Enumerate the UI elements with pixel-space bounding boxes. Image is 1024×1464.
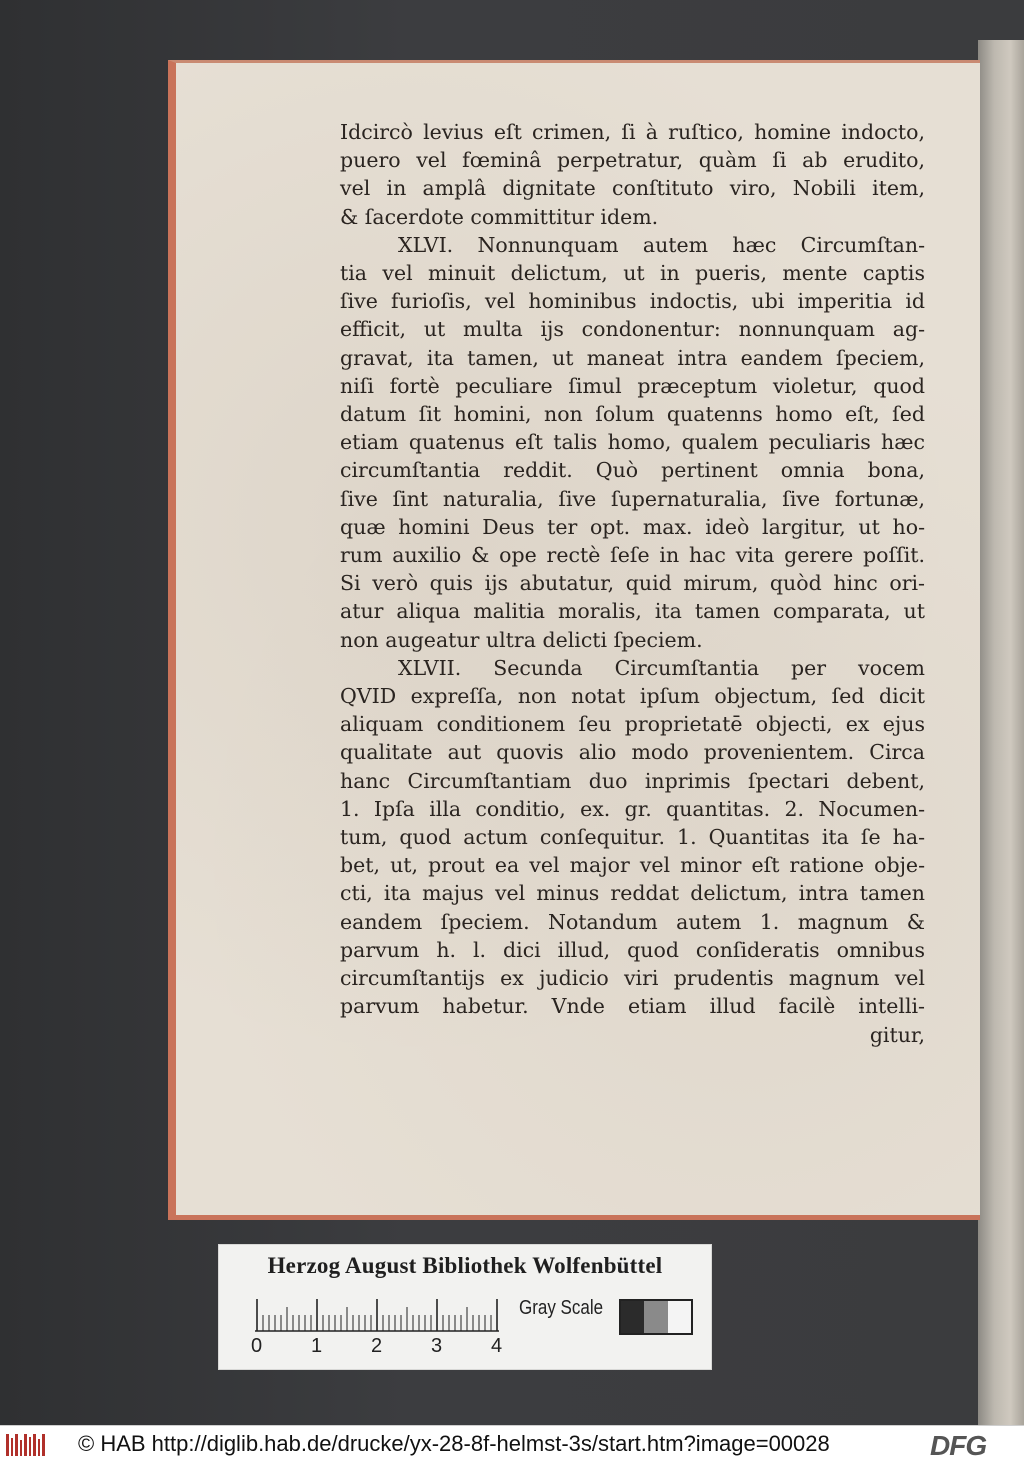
gray-scale-patches — [619, 1299, 693, 1335]
text-line: Idcircò levius eſt crimen, ſi à ruſtico, homine indocto, — [340, 120, 925, 144]
text-line: bet, ut, prout ea vel major vel minor eſt ratione obje- — [340, 853, 925, 878]
text-line: datum ſit homini, non ſolum quatenns homo eſt, ſed — [340, 402, 925, 427]
text-line: qualitate aut quovis alio modo provenientem. Circa — [340, 740, 925, 765]
gray-scale-label: Gray Scale — [519, 1297, 604, 1319]
text-line: rum auxilio & ope rectè ſeſe in hac vita gerere poſſit. — [340, 543, 925, 568]
text-line: circumſtantijs ex judicio viri prudentis magnum vel — [340, 966, 925, 991]
text-line: cti, ita majus vel minus reddat delictum, intra tamen — [340, 881, 925, 906]
ruler-number: 2 — [371, 1335, 383, 1357]
text-line: parvum h. l. dici illud, quod conſideratis omnibus — [340, 937, 925, 962]
gray-patch — [644, 1301, 667, 1333]
text-line: niſi fortè peculiare ſimul præceptum violetur, quod — [340, 373, 925, 398]
text-line: & ſacerdote committitur idem. — [340, 204, 659, 229]
copyright-url-text: © HAB http://diglib.hab.de/drucke/yx-28-8f-helmst-3s/start.htm?image=00028 — [78, 1431, 830, 1456]
text-line: tum, quod actum conſequitur. 1. Quantitas ita ſe ha- — [340, 825, 925, 850]
page-text-block — [340, 118, 925, 1049]
text-line: efficit, ut multa ijs condonentur: nonnunquam ag- — [340, 317, 925, 342]
ruler-number: 3 — [431, 1335, 443, 1357]
text-line: gravat, ita tamen, ut maneat intra eandem ſpeciem, — [340, 345, 925, 370]
adjacent-page-edge — [978, 40, 1024, 1425]
text-line: Si verò quis ijs abutatur, quid mirum, quòd hinc ori- — [340, 571, 925, 596]
text-line: quæ homini Deus ter opt. max. ideò largitur, ut ho- — [340, 514, 925, 539]
ruler-number: 0 — [251, 1335, 263, 1357]
measurement-ruler — [255, 1297, 499, 1333]
dfg-logo: DFG — [930, 1430, 987, 1461]
ruler-number: 4 — [491, 1335, 503, 1357]
text-line: XLVII. Secunda Circumſtantia per vocem — [398, 655, 925, 680]
text-line: atur aliqua malitia moralis, ita tamen comparata, ut — [340, 599, 925, 624]
text-line: hanc Circumſtantiam duo inprimis ſpectari debent, — [340, 768, 925, 793]
text-line: vel in amplâ dignitate conſtituto viro, Nobili item, — [340, 176, 925, 201]
catchword: gitur, — [869, 1022, 925, 1047]
text-line: tia vel minuit delictum, ut in pueris, mente captis — [340, 261, 925, 286]
text-line: aliquam conditionem ſeu proprietatē objecti, ex ejus — [340, 712, 925, 737]
color-reference-card — [218, 1244, 712, 1370]
gray-patch — [621, 1301, 644, 1333]
hab-barcode-logo-icon — [6, 1432, 46, 1458]
ruler-numbers — [249, 1335, 509, 1361]
text-line: etiam quatenus eſt talis homo, qualem peculiaris hæc — [340, 430, 925, 455]
viewer-footer — [0, 1425, 1024, 1464]
text-line: ſive furioſis, vel hominibus indoctis, ubi imperitia id — [340, 289, 925, 314]
text-line: QVID expreſſa, non notat ipſum objectum, ſed dicit — [340, 684, 925, 709]
text-line: circumſtantia reddit. Quò pertinent omnia bona, — [340, 458, 925, 483]
text-line: puero vel fœminâ perpetratur, quàm ſi ab erudito, — [340, 148, 925, 173]
text-line: XLVI. Nonnunquam autem hæc Circumſtan- — [398, 232, 925, 257]
gray-patch — [668, 1301, 691, 1333]
text-line: eandem ſpeciem. Notandum autem 1. magnum & — [340, 909, 925, 934]
ruler-number: 1 — [311, 1335, 323, 1357]
text-line: 1. Ipſa illa conditio, ex. gr. quantitas. 2. Nocumen- — [340, 796, 925, 821]
library-name: Herzog August Bibliothek Wolfenbüttel — [267, 1253, 663, 1278]
text-line: ſive ſint naturalia, ſive ſupernaturalia, ſive fortunæ, — [340, 486, 925, 511]
text-line: non augeatur ultra delicti ſpeciem. — [340, 627, 703, 652]
text-line: parvum habetur. Vnde etiam illud facilè intelli- — [340, 994, 925, 1019]
